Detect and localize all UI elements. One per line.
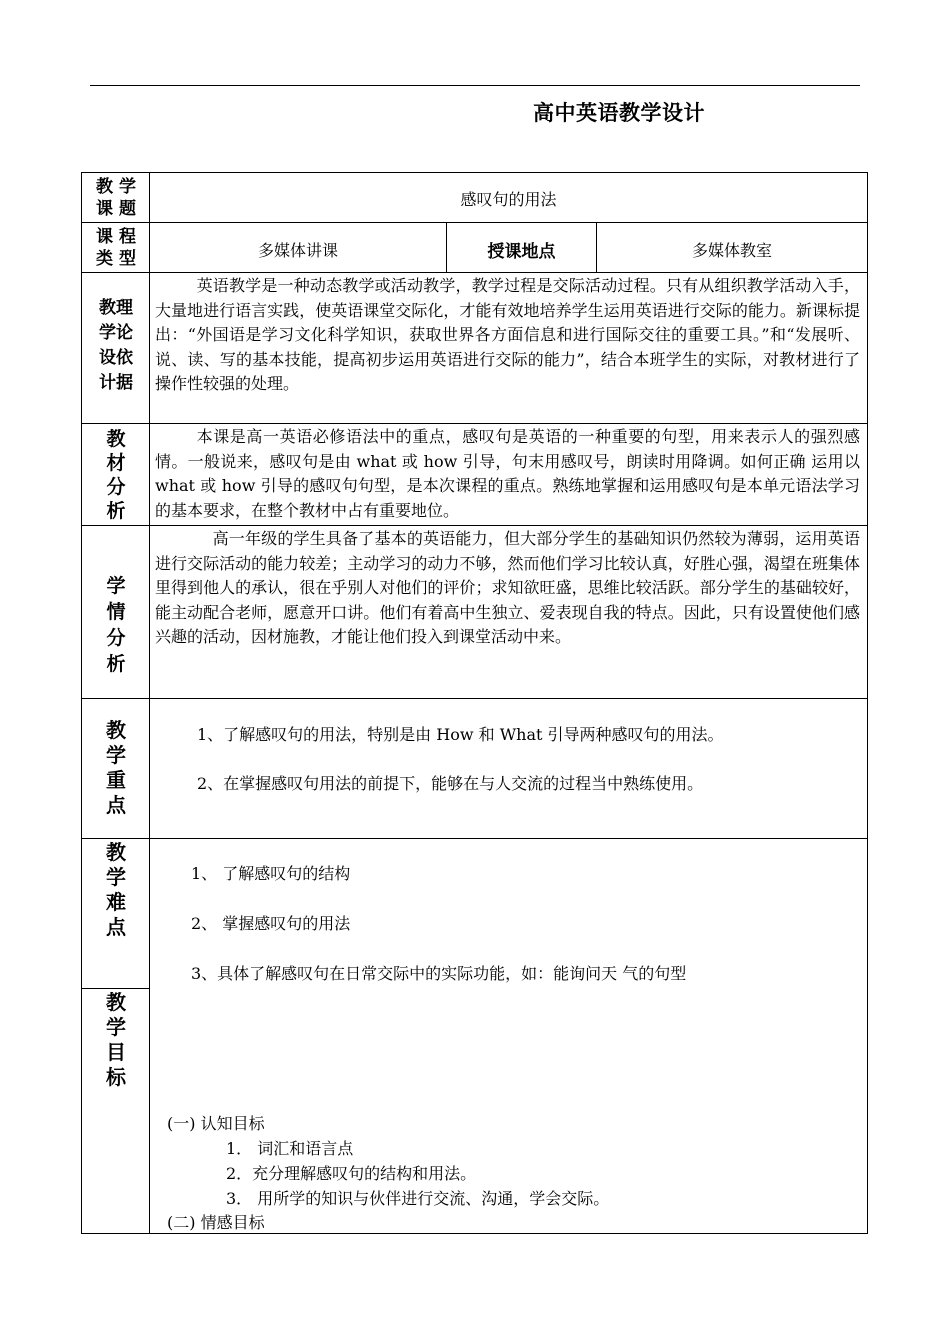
difficulty-item: 3、具体了解感叹句在日常交际中的实际功能，如：能询问天 气的句型 xyxy=(191,964,687,983)
objectives-label-line: 教 xyxy=(106,990,126,1014)
theory-label xyxy=(84,296,148,396)
cognitive-item: 1． 词汇和语言点 xyxy=(226,1139,354,1158)
cognitive-heading: (一) 认知目标 xyxy=(167,1114,265,1133)
topic-label-line: 教 学 xyxy=(96,177,136,197)
theory-label-line: 学论 xyxy=(99,323,133,343)
key-points-label-line: 学 xyxy=(106,743,126,767)
students-text: 高一年级的学生具备了基本的英语能力，但大部分学生的基础知识仍然较为薄弱，运用英语进行交际活动的能力较差；主动学习的动力不够，然而他们学习比较认真，好胜心强，渴望在班集体里得到他人的承认，很在乎别人对他们的评价；求知欲旺盛，思维比较活跃。部分学生的基础较好，能主动配合老师，愿意开口讲。他们有着高中生独立、爱表现自我的特点。因此，只有设置使他们感兴趣的活动，因材施教，才能让他们投入到课堂活动中来。 xyxy=(155,529,860,647)
objectives-label-line: 标 xyxy=(106,1065,126,1089)
course-type-label xyxy=(84,226,148,270)
row-separator xyxy=(81,698,868,699)
header-rule xyxy=(90,85,860,86)
students-label-line: 分 xyxy=(106,627,126,649)
course-type-value: 多媒体讲课 xyxy=(257,241,338,260)
students-label-line: 析 xyxy=(106,653,126,675)
course-type-label-line: 课 程 xyxy=(96,227,136,247)
theory-text: 英语教学是一种动态教学或活动教学，教学过程是交际活动过程。只有从组织教学活动入手，大量地进行语言实践，使英语课堂交际化，才能有效地培养学生运用英语进行交际的能力。新课标提出：“外国语是学习文化科学知识，获取世界各方面信息和进行国际交往的重要工具。”和“发展听、说、读、写的基本技能，提高初步运用英语进行交际的能力”，结合本班学生的实际，对教材进行了操作性较强的处理。 xyxy=(155,276,860,394)
students-label xyxy=(84,573,148,677)
material-text: 本课是高一英语必修语法中的重点，感叹句是英语的一种重要的句型，用来表示人的强烈感情。一般说来，感叹句是由 what 或 how 引导，句末用感叹号，朗读时用降调。如何正确 运用以 what 或 how 引导的感叹句句型，是本次课程的重点。熟练地掌握和运用感叹句是本单元语法学习的基本要求，在整个教材中占有重要地位。 xyxy=(155,427,860,520)
topic-label-line: 课 题 xyxy=(96,199,136,219)
table-border-bottom xyxy=(81,1233,868,1234)
difficulties-label-line: 点 xyxy=(106,915,126,939)
row-separator xyxy=(81,222,868,223)
students-label-line: 情 xyxy=(106,601,126,623)
key-points-label xyxy=(84,718,148,818)
students-label-line: 学 xyxy=(106,575,126,597)
material-label xyxy=(84,427,148,523)
material-label-line: 材 xyxy=(106,452,126,474)
label-row-separator xyxy=(81,988,150,989)
difficulties-label-line: 学 xyxy=(106,865,126,889)
objectives-label-line: 目 xyxy=(106,1040,126,1064)
difficulty-item: 1、 了解感叹句的结构 xyxy=(191,864,351,883)
label-column-divider xyxy=(149,172,150,1233)
theory-label-line: 教理 xyxy=(99,298,133,318)
table-border-top xyxy=(81,172,868,173)
theory-label-line: 设依 xyxy=(99,348,133,368)
topic-label xyxy=(84,176,148,220)
material-label-line: 析 xyxy=(106,500,126,522)
topic-value: 感叹句的用法 xyxy=(460,190,557,209)
affective-heading: (二) 情感目标 xyxy=(167,1213,265,1232)
theory-label-line: 计据 xyxy=(99,373,133,393)
table-border-left xyxy=(81,172,82,1233)
row-separator xyxy=(81,838,868,839)
difficulty-item: 2、 掌握感叹句的用法 xyxy=(191,914,351,933)
objectives-label xyxy=(84,990,148,1090)
row-separator xyxy=(81,525,868,526)
row-separator xyxy=(81,423,868,424)
cognitive-item: 2．充分理解感叹句的结构和用法。 xyxy=(226,1164,477,1183)
key-points-label-line: 点 xyxy=(106,793,126,817)
key-point-item: 2、在掌握感叹句用法的前提下，能够在与人交流的过程当中熟练使用。 xyxy=(197,774,704,793)
table-border-right xyxy=(867,172,868,1233)
place-value: 多媒体教室 xyxy=(691,241,772,260)
document-title: 高中英语教学设计 xyxy=(533,101,705,125)
cognitive-item: 3． 用所学的知识与伙伴进行交流、沟通，学会交际。 xyxy=(226,1189,610,1208)
key-points-label-line: 教 xyxy=(106,718,126,742)
key-points-label-line: 重 xyxy=(106,768,126,792)
difficulties-label-line: 教 xyxy=(106,840,126,864)
row-separator xyxy=(81,272,868,273)
place-label: 授课地点 xyxy=(487,242,556,262)
key-point-item: 1、了解感叹句的用法，特别是由 How 和 What 引导两种感叹句的用法。 xyxy=(197,725,724,744)
difficulties-label xyxy=(84,840,148,940)
material-label-line: 教 xyxy=(106,428,126,450)
objectives-label-line: 学 xyxy=(106,1015,126,1039)
course-type-label-line: 类 型 xyxy=(96,249,136,269)
difficulties-label-line: 难 xyxy=(106,890,126,914)
material-label-line: 分 xyxy=(106,476,126,498)
